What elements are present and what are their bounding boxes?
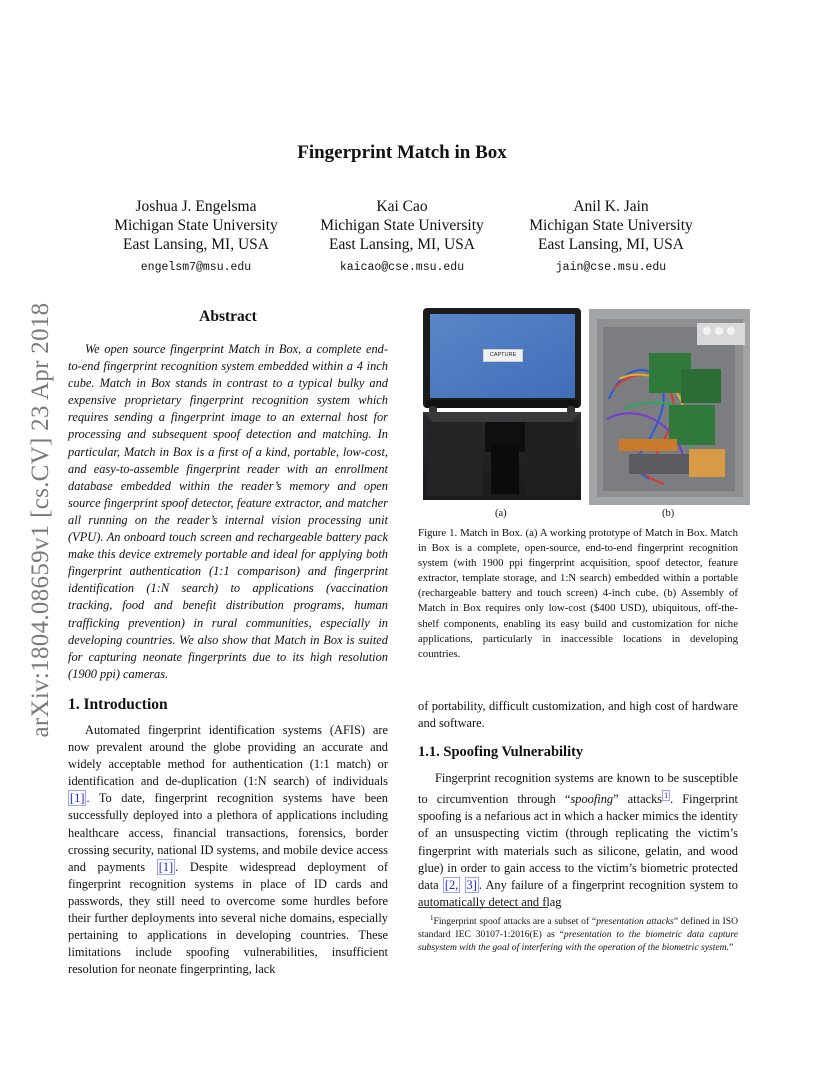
footnote-rule bbox=[418, 907, 548, 908]
author-email[interactable]: jain@cse.msu.edu bbox=[555, 261, 667, 274]
footnote-link[interactable]: 1 bbox=[664, 791, 669, 801]
capture-button[interactable]: CAPTURE bbox=[483, 349, 523, 362]
text-run: Fingerprint recognition systems are known to be susceptible to circumvention through “ bbox=[418, 771, 738, 807]
citation-link[interactable]: [2, bbox=[444, 877, 459, 892]
footnote bbox=[418, 912, 738, 954]
figure-label-b: (b) bbox=[662, 508, 675, 519]
text-run: . Despite widespread deployment of fingerprint recognition systems in place of ID cards and passwords, they still need to overcome some hurdles before their further deployments into several niche domains, especially pertaining to applications in developing countries. These limitations include spoofing vulnerabilities, insufficient resolution for neonate fingerprinting, lack bbox=[68, 859, 388, 977]
author-email[interactable]: kaicao@cse.msu.edu bbox=[339, 261, 465, 274]
figure-photo-prototype bbox=[421, 306, 583, 504]
text-run: Fingerprint spoof attacks are a subset of “ bbox=[433, 916, 597, 928]
text-run: . Fingerprint spoofing is a nefarious act in which a hacker mimics the identity of an unsuspecting victim (through replicating the victim’s fingerprint with materials such as silicone, gelatin, and wood glue) in order to gain access to the victim’s biometric protected data bbox=[418, 792, 739, 892]
assembly-illustration bbox=[589, 309, 750, 505]
author-location: East Lansing, MI, USA bbox=[123, 236, 269, 253]
text-run-emphasis: presentation to the biometric data capture subsystem with the goal of interfering with the operation of the biometric system. bbox=[418, 929, 738, 954]
text-run: Automated fingerprint identification systems (AFIS) are now prevalent around the globe providing an accurate and widely acceptable method for authentication (1:1 match) or identification and de-duplication (1:N search) of individuals bbox=[68, 723, 388, 789]
author-location: East Lansing, MI, USA bbox=[538, 236, 684, 253]
footnote-mark: 1 bbox=[430, 914, 434, 922]
text-run: . To date, fingerprint recognition systems have been successfully deployed into a plethora of applications including healthcare access, financial transactions, forensics, border crossing security, national ID systems, and mobile device access and payments bbox=[68, 791, 388, 874]
figure-caption: Figure 1. Match in Box. (a) A working prototype of Match in Box. Match in Box is a complete, open-source, end-to-end fingerprint recognition system (with 1900 ppi fingerprint acquisition, spoof detector, feature extractor, template storage, and 1:N search) embedded within a portable (rechargeable battery and touch screen) 4-inch cube. (b) Assembly of Match in Box requires only low-cost ($400 USD), ubiquitous, off-the-shelf components, enabling its easy build and customization for niche applications, particularly in inaccessible locations in developing countries. bbox=[418, 527, 738, 660]
author-block bbox=[297, 197, 507, 277]
figure-label-a: (a) bbox=[495, 508, 507, 519]
citation-link[interactable]: 3] bbox=[466, 877, 477, 892]
intro-paragraph bbox=[68, 722, 388, 978]
text-run: ” defined in ISO standard IEC 30107-1:2016(E) as “ bbox=[418, 916, 738, 941]
text-run: . Any failure of a fingerprint recognition system to automatically detect and flag bbox=[418, 877, 738, 909]
author-name: Kai Cao bbox=[376, 198, 428, 215]
citation-link[interactable]: [1] bbox=[158, 859, 174, 874]
author-email[interactable]: engelsm7@msu.edu bbox=[140, 261, 252, 274]
author-name: Anil K. Jain bbox=[573, 198, 649, 215]
author-affiliation: Michigan State University bbox=[320, 217, 484, 234]
text-run: ” bbox=[728, 942, 734, 954]
author-location: East Lansing, MI, USA bbox=[329, 236, 475, 253]
citation-link[interactable]: [1] bbox=[70, 791, 85, 806]
abstract-heading: Abstract bbox=[199, 308, 257, 325]
device-illustration bbox=[421, 306, 583, 504]
text-run-emphasis: presentation attacks bbox=[596, 916, 674, 928]
intro-heading: 1. Introduction bbox=[68, 696, 168, 713]
spoofing-heading: 1.1. Spoofing Vulnerability bbox=[418, 744, 584, 760]
author-name: Joshua J. Engelsma bbox=[135, 198, 257, 215]
paper-title: Fingerprint Match in Box bbox=[297, 142, 507, 163]
author-block bbox=[506, 197, 716, 277]
author-affiliation: Michigan State University bbox=[114, 217, 278, 234]
author-block bbox=[91, 197, 301, 277]
text-run-emphasis: spoofing bbox=[570, 792, 614, 807]
arxiv-stamp: arXiv:1804.08659v1 [cs.CV] 23 Apr 2018 bbox=[27, 302, 54, 738]
intro-continuation: of portability, difficult customization, and high cost of hardware and software. bbox=[418, 699, 738, 731]
author-affiliation: Michigan State University bbox=[529, 217, 693, 234]
abstract-text: We open source fingerprint Match in Box, a complete end-to-end fingerprint recognition system embedded within a 4 inch cube. Match in Box stands in contrast to a typical bulky and expensive proprietary fingerprint recognition system which requires sending a fingerprint image to an external host for processing and subsequent spoof detection and matching. In particular, Match in Box is a first of a kind, portable, low-cost, and easy-to-assemble fingerprint reader with an enrollment database embedded within the reader’s memory and open source fingerprint spoof detector, feature extractor, and matcher all running on the reader’s internal vision processing unit (VPU). An onboard touch screen and rechargeable battery pack make this device extremely portable and ideal for applying both fingerprint authentication (1:1 comparison) and fingerprint identification (1:N search) to applications (vaccination tracking, food and benefit distribution programs, human trafficking prevention) in rural communities, especially in developing countries. We also show that Match in Box is suited for capturing neonate fingerprints due to its high resolution (1900 ppi) cameras. bbox=[68, 342, 388, 681]
figure-photo-assembly bbox=[589, 309, 750, 505]
text-run: ” attacks bbox=[613, 792, 663, 807]
spoofing-paragraph bbox=[418, 770, 738, 911]
